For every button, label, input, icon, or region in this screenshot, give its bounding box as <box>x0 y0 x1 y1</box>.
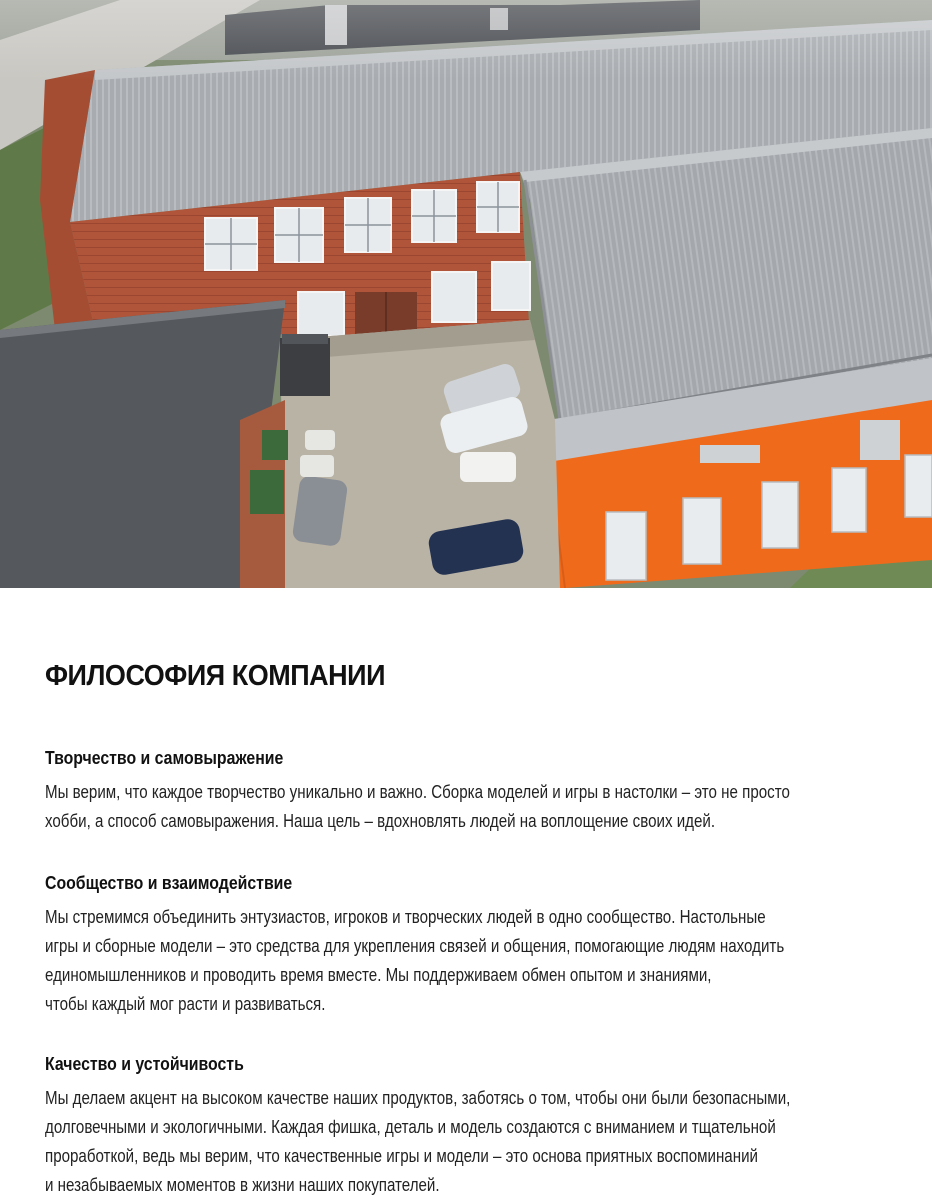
section-text <box>45 903 885 1019</box>
text-line: хобби, а способ самовыражения. Наша цель – вдохновлять людей на воплощение своих идей. <box>45 811 716 831</box>
section-creativity <box>45 747 932 836</box>
section-text <box>45 1084 885 1200</box>
section-title: Сообщество и взаимодействие <box>45 873 293 893</box>
philosophy-content <box>45 660 895 1195</box>
hero-photo <box>0 0 932 588</box>
text-line: проработкой, ведь мы верим, что качественные игры и модели – это основа приятных воспоминаний <box>45 1146 758 1166</box>
text-line: игры и сборные модели – это средства для укрепления связей и общения, помогающие людям находить <box>45 936 785 956</box>
section-title: Качество и устойчивость <box>45 1054 244 1074</box>
text-line: Мы стремимся объединить энтузиастов, игроков и творческих людей в одно сообщество. Настольные <box>45 907 766 927</box>
page-title: ФИЛОСОФИЯ КОМПАНИИ <box>45 660 386 692</box>
text-line: единомышленников и проводить время вместе. Мы поддерживаем обмен опытом и знаниями, <box>45 965 712 985</box>
text-line: и незабываемых моментов в жизни наших покупателей. <box>45 1175 440 1195</box>
text-line: Мы верим, что каждое творчество уникально и важно. Сборка моделей и игры в настолки – это не просто <box>45 782 790 802</box>
text-line: Мы делаем акцент на высоком качестве наших продуктов, заботясь о том, чтобы они были безопасными, <box>45 1088 791 1108</box>
section-quality <box>45 1053 932 1200</box>
section-title: Творчество и самовыражение <box>45 748 284 768</box>
text-line: чтобы каждый мог расти и развиваться. <box>45 994 326 1014</box>
section-community <box>45 872 932 1019</box>
factory-building-aerial-icon <box>0 0 932 588</box>
text-line: долговечными и экологичными. Каждая фишка, деталь и модель создаются с вниманием и тщательной <box>45 1117 776 1137</box>
section-text <box>45 778 885 836</box>
